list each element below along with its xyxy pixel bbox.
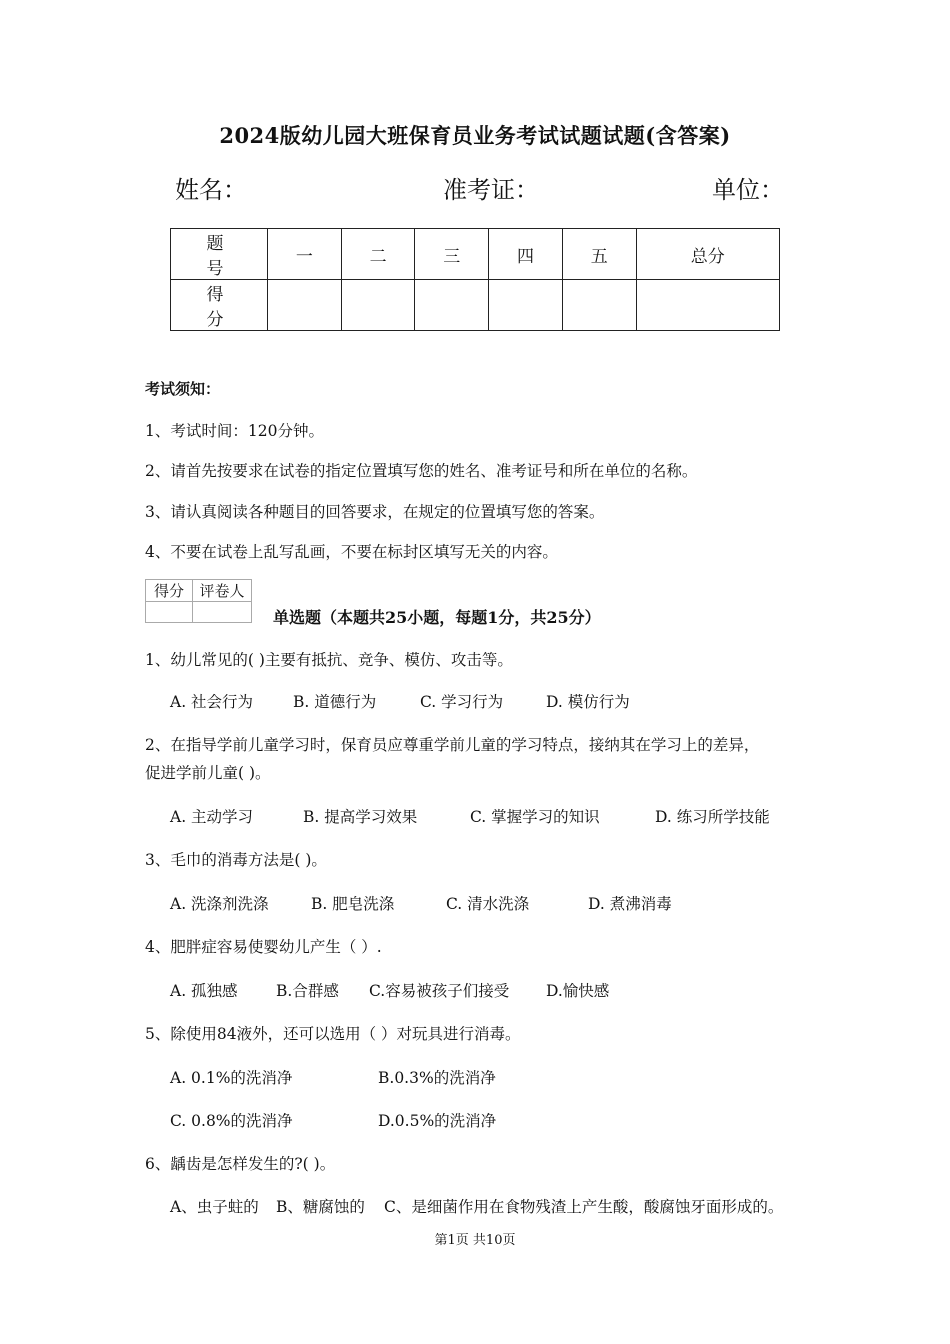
option-1c[interactable]: C. 学习行为: [420, 693, 504, 711]
option-2a[interactable]: A. 主动学习: [170, 808, 254, 826]
notice-heading: 考试须知：: [145, 380, 221, 398]
grader-name-cell[interactable]: [193, 602, 252, 623]
option-4c[interactable]: C.容易被孩子们接受: [369, 982, 510, 1000]
document-title: 2024版幼儿园大班保育员业务考试试题试题(含答案): [219, 123, 731, 148]
option-1d[interactable]: D. 模仿行为: [546, 693, 630, 711]
score-input-cell[interactable]: [562, 280, 636, 331]
question-2-line-2: 促进学前儿童( )。: [145, 764, 271, 782]
notice-item: 4、不要在试卷上乱写乱画，不要在标封区填写无关的内容。: [145, 543, 558, 561]
option-5c[interactable]: C. 0.8%的洗消净: [170, 1112, 293, 1130]
grader-name-label: 评卷人: [193, 580, 252, 602]
notice-item: 2、请首先按要求在试卷的指定位置填写您的姓名、准考证号和所在单位的名称。: [145, 462, 698, 480]
score-table-cell: 题 号: [171, 229, 268, 280]
page-footer: 第1页 共10页: [434, 1233, 516, 1248]
option-5d[interactable]: D.0.5%的洗消净: [378, 1112, 497, 1130]
section-title: 单选题（本题共25小题，每题1分，共25分）: [273, 608, 601, 627]
grader-score-label: 得分: [146, 580, 193, 602]
option-3d[interactable]: D. 煮沸消毒: [588, 895, 672, 913]
option-2b[interactable]: B. 提高学习效果: [303, 808, 418, 826]
option-6c[interactable]: C、是细菌作用在食物残渣上产生酸，酸腐蚀牙面形成的。: [384, 1198, 784, 1216]
option-1a[interactable]: A. 社会行为: [170, 693, 254, 711]
option-3c[interactable]: C. 清水洗涤: [446, 895, 530, 913]
question-5: 5、除使用84液外，还可以选用（ ）对玩具进行消毒。: [145, 1025, 521, 1043]
grader-score-cell[interactable]: [146, 602, 193, 623]
score-table-cell: 二: [341, 229, 415, 280]
question-4: 4、肥胖症容易使婴幼儿产生（ ）.: [145, 938, 382, 956]
option-6a[interactable]: A、虫子蛀的: [170, 1198, 259, 1216]
score-input-cell[interactable]: [268, 280, 342, 331]
score-table-cell: 三: [415, 229, 489, 280]
grader-box: [145, 579, 252, 623]
question-2-line-1: 2、在指导学前儿童学习时，保育员应尊重学前儿童的学习特点，接纳其在学习上的差异，: [145, 736, 760, 754]
score-input-cell[interactable]: [636, 280, 779, 331]
question-3: 3、毛巾的消毒方法是( )。: [145, 851, 327, 869]
notice-item: 1、考试时间：120分钟。: [145, 422, 324, 440]
option-6b[interactable]: B、糖腐蚀的: [276, 1198, 365, 1216]
score-table-cell: 总分: [636, 229, 779, 280]
score-table: [170, 228, 780, 331]
name-label: 姓名：: [175, 176, 247, 204]
option-2c[interactable]: C. 掌握学习的知识: [470, 808, 600, 826]
option-2d[interactable]: D. 练习所学技能: [655, 808, 770, 826]
score-table-cell: 四: [489, 229, 563, 280]
option-4d[interactable]: D.愉快感: [546, 982, 610, 1000]
question-6: 6、龋齿是怎样发生的?( )。: [145, 1155, 336, 1173]
option-5a[interactable]: A. 0.1%的洗消净: [170, 1069, 293, 1087]
score-input-cell[interactable]: [341, 280, 415, 331]
option-4b[interactable]: B.合群感: [276, 982, 339, 1000]
score-table-score-row: [171, 280, 780, 331]
option-1b[interactable]: B. 道德行为: [293, 693, 377, 711]
score-table-cell: 一: [268, 229, 342, 280]
option-4a[interactable]: A. 孤独感: [170, 982, 238, 1000]
exam-id-label: 准考证：: [443, 176, 539, 204]
score-table-cell: 五: [562, 229, 636, 280]
score-input-cell[interactable]: [415, 280, 489, 331]
unit-label: 单位：: [712, 176, 784, 204]
notice-item: 3、请认真阅读各种题目的回答要求，在规定的位置填写您的答案。: [145, 503, 605, 521]
question-1: 1、幼儿常见的( )主要有抵抗、竞争、模仿、攻击等。: [145, 651, 513, 669]
score-row-label: 得 分: [171, 280, 268, 331]
option-3a[interactable]: A. 洗涤剂洗涤: [170, 895, 269, 913]
option-5b[interactable]: B.0.3%的洗消净: [378, 1069, 496, 1087]
option-3b[interactable]: B. 肥皂洗涤: [311, 895, 395, 913]
score-table-header-row: [171, 229, 780, 280]
score-input-cell[interactable]: [489, 280, 563, 331]
